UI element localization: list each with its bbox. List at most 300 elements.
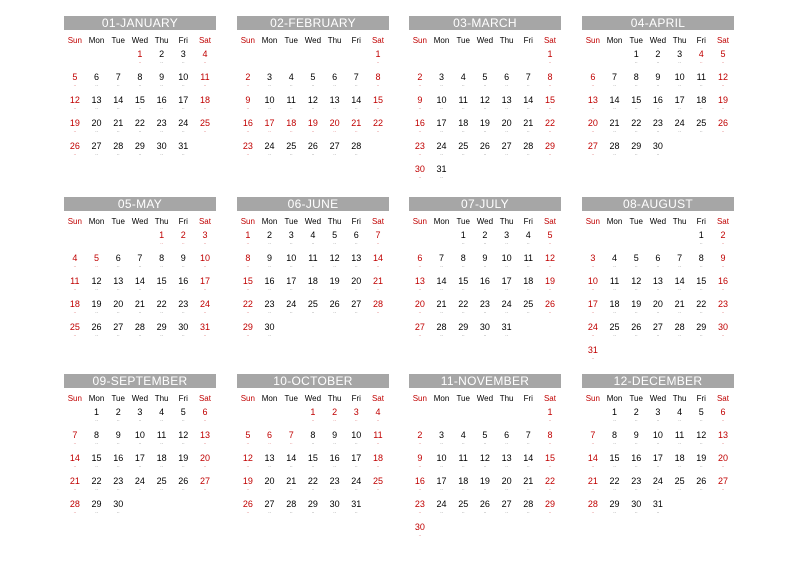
- day-cell[interactable]: [647, 321, 669, 344]
- day-cell[interactable]: [431, 117, 453, 140]
- day-cell[interactable]: [474, 275, 496, 298]
- day-cell[interactable]: [367, 48, 389, 71]
- day-cell[interactable]: [517, 475, 539, 498]
- day-cell[interactable]: [409, 521, 431, 544]
- day-cell[interactable]: [409, 94, 431, 117]
- day-cell[interactable]: [474, 94, 496, 117]
- day-cell[interactable]: [582, 321, 604, 344]
- day-cell[interactable]: [172, 475, 194, 498]
- day-cell[interactable]: [107, 252, 129, 275]
- day-cell[interactable]: [151, 298, 173, 321]
- day-cell[interactable]: [280, 498, 302, 521]
- day-cell[interactable]: [129, 71, 151, 94]
- day-cell[interactable]: [669, 117, 691, 140]
- day-cell[interactable]: [517, 252, 539, 275]
- day-cell[interactable]: [452, 429, 474, 452]
- day-cell[interactable]: [690, 298, 712, 321]
- day-cell[interactable]: [669, 94, 691, 117]
- day-cell[interactable]: [129, 298, 151, 321]
- day-cell[interactable]: [625, 140, 647, 163]
- day-cell[interactable]: [539, 140, 561, 163]
- day-cell[interactable]: [496, 275, 518, 298]
- day-cell[interactable]: [345, 140, 367, 163]
- day-cell[interactable]: [582, 298, 604, 321]
- day-cell[interactable]: [64, 321, 86, 344]
- day-cell[interactable]: [237, 275, 259, 298]
- day-cell[interactable]: [604, 498, 626, 521]
- day-cell[interactable]: [604, 321, 626, 344]
- day-cell[interactable]: [496, 298, 518, 321]
- day-cell[interactable]: [604, 117, 626, 140]
- day-cell[interactable]: [690, 94, 712, 117]
- day-cell[interactable]: [194, 406, 216, 429]
- day-cell[interactable]: [669, 321, 691, 344]
- day-cell[interactable]: [302, 406, 324, 429]
- day-cell[interactable]: [539, 452, 561, 475]
- day-cell[interactable]: [107, 429, 129, 452]
- day-cell[interactable]: [604, 71, 626, 94]
- day-cell[interactable]: [172, 275, 194, 298]
- day-cell[interactable]: [107, 406, 129, 429]
- day-cell[interactable]: [669, 298, 691, 321]
- day-cell[interactable]: [86, 252, 108, 275]
- day-cell[interactable]: [64, 452, 86, 475]
- day-cell[interactable]: [625, 429, 647, 452]
- day-cell[interactable]: [194, 117, 216, 140]
- day-cell[interactable]: [625, 94, 647, 117]
- day-cell[interactable]: [345, 429, 367, 452]
- day-cell[interactable]: [690, 117, 712, 140]
- day-cell[interactable]: [86, 321, 108, 344]
- day-cell[interactable]: [172, 406, 194, 429]
- day-cell[interactable]: [431, 71, 453, 94]
- day-cell[interactable]: [367, 252, 389, 275]
- day-cell[interactable]: [194, 321, 216, 344]
- day-cell[interactable]: [496, 117, 518, 140]
- day-cell[interactable]: [151, 140, 173, 163]
- day-cell[interactable]: [625, 498, 647, 521]
- day-cell[interactable]: [582, 252, 604, 275]
- day-cell[interactable]: [259, 429, 281, 452]
- day-cell[interactable]: [302, 275, 324, 298]
- day-cell[interactable]: [474, 229, 496, 252]
- day-cell[interactable]: [302, 252, 324, 275]
- day-cell[interactable]: [86, 71, 108, 94]
- day-cell[interactable]: [237, 71, 259, 94]
- day-cell[interactable]: [172, 321, 194, 344]
- day-cell[interactable]: [625, 406, 647, 429]
- day-cell[interactable]: [582, 275, 604, 298]
- day-cell[interactable]: [712, 475, 734, 498]
- day-cell[interactable]: [107, 140, 129, 163]
- day-cell[interactable]: [625, 452, 647, 475]
- day-cell[interactable]: [539, 48, 561, 71]
- day-cell[interactable]: [647, 140, 669, 163]
- day-cell[interactable]: [496, 140, 518, 163]
- day-cell[interactable]: [625, 117, 647, 140]
- day-cell[interactable]: [431, 275, 453, 298]
- day-cell[interactable]: [712, 71, 734, 94]
- day-cell[interactable]: [712, 275, 734, 298]
- day-cell[interactable]: [604, 94, 626, 117]
- day-cell[interactable]: [431, 163, 453, 186]
- day-cell[interactable]: [367, 406, 389, 429]
- day-cell[interactable]: [539, 475, 561, 498]
- day-cell[interactable]: [237, 298, 259, 321]
- day-cell[interactable]: [345, 71, 367, 94]
- day-cell[interactable]: [496, 94, 518, 117]
- day-cell[interactable]: [151, 252, 173, 275]
- day-cell[interactable]: [86, 140, 108, 163]
- day-cell[interactable]: [431, 498, 453, 521]
- day-cell[interactable]: [129, 140, 151, 163]
- day-cell[interactable]: [86, 429, 108, 452]
- day-cell[interactable]: [647, 252, 669, 275]
- day-cell[interactable]: [517, 275, 539, 298]
- day-cell[interactable]: [539, 94, 561, 117]
- day-cell[interactable]: [345, 275, 367, 298]
- day-cell[interactable]: [712, 321, 734, 344]
- day-cell[interactable]: [539, 117, 561, 140]
- day-cell[interactable]: [259, 229, 281, 252]
- day-cell[interactable]: [690, 71, 712, 94]
- day-cell[interactable]: [107, 298, 129, 321]
- day-cell[interactable]: [647, 48, 669, 71]
- day-cell[interactable]: [625, 298, 647, 321]
- day-cell[interactable]: [496, 429, 518, 452]
- day-cell[interactable]: [647, 475, 669, 498]
- day-cell[interactable]: [324, 252, 346, 275]
- day-cell[interactable]: [324, 94, 346, 117]
- day-cell[interactable]: [86, 117, 108, 140]
- day-cell[interactable]: [129, 429, 151, 452]
- day-cell[interactable]: [625, 71, 647, 94]
- day-cell[interactable]: [539, 252, 561, 275]
- day-cell[interactable]: [172, 48, 194, 71]
- day-cell[interactable]: [86, 406, 108, 429]
- day-cell[interactable]: [259, 275, 281, 298]
- day-cell[interactable]: [302, 498, 324, 521]
- day-cell[interactable]: [647, 94, 669, 117]
- day-cell[interactable]: [324, 498, 346, 521]
- day-cell[interactable]: [647, 275, 669, 298]
- day-cell[interactable]: [409, 452, 431, 475]
- day-cell[interactable]: [669, 275, 691, 298]
- day-cell[interactable]: [237, 429, 259, 452]
- day-cell[interactable]: [452, 475, 474, 498]
- day-cell[interactable]: [712, 429, 734, 452]
- day-cell[interactable]: [647, 452, 669, 475]
- day-cell[interactable]: [647, 498, 669, 521]
- day-cell[interactable]: [172, 252, 194, 275]
- day-cell[interactable]: [690, 48, 712, 71]
- day-cell[interactable]: [324, 229, 346, 252]
- day-cell[interactable]: [280, 475, 302, 498]
- day-cell[interactable]: [431, 252, 453, 275]
- day-cell[interactable]: [324, 117, 346, 140]
- day-cell[interactable]: [517, 140, 539, 163]
- day-cell[interactable]: [669, 71, 691, 94]
- day-cell[interactable]: [431, 429, 453, 452]
- day-cell[interactable]: [64, 429, 86, 452]
- day-cell[interactable]: [129, 252, 151, 275]
- day-cell[interactable]: [324, 275, 346, 298]
- day-cell[interactable]: [452, 298, 474, 321]
- day-cell[interactable]: [409, 298, 431, 321]
- day-cell[interactable]: [151, 71, 173, 94]
- day-cell[interactable]: [345, 498, 367, 521]
- day-cell[interactable]: [64, 117, 86, 140]
- day-cell[interactable]: [367, 298, 389, 321]
- day-cell[interactable]: [151, 452, 173, 475]
- day-cell[interactable]: [604, 406, 626, 429]
- day-cell[interactable]: [324, 298, 346, 321]
- day-cell[interactable]: [345, 94, 367, 117]
- day-cell[interactable]: [151, 48, 173, 71]
- day-cell[interactable]: [517, 298, 539, 321]
- day-cell[interactable]: [474, 71, 496, 94]
- day-cell[interactable]: [474, 140, 496, 163]
- day-cell[interactable]: [280, 71, 302, 94]
- day-cell[interactable]: [690, 475, 712, 498]
- day-cell[interactable]: [474, 298, 496, 321]
- day-cell[interactable]: [409, 275, 431, 298]
- day-cell[interactable]: [539, 229, 561, 252]
- day-cell[interactable]: [367, 94, 389, 117]
- day-cell[interactable]: [496, 452, 518, 475]
- day-cell[interactable]: [259, 452, 281, 475]
- day-cell[interactable]: [280, 229, 302, 252]
- day-cell[interactable]: [259, 475, 281, 498]
- day-cell[interactable]: [539, 429, 561, 452]
- day-cell[interactable]: [280, 429, 302, 452]
- day-cell[interactable]: [582, 71, 604, 94]
- day-cell[interactable]: [237, 252, 259, 275]
- day-cell[interactable]: [474, 429, 496, 452]
- day-cell[interactable]: [452, 275, 474, 298]
- day-cell[interactable]: [409, 163, 431, 186]
- day-cell[interactable]: [172, 298, 194, 321]
- day-cell[interactable]: [64, 94, 86, 117]
- day-cell[interactable]: [151, 321, 173, 344]
- day-cell[interactable]: [86, 94, 108, 117]
- day-cell[interactable]: [517, 117, 539, 140]
- day-cell[interactable]: [496, 475, 518, 498]
- day-cell[interactable]: [280, 298, 302, 321]
- day-cell[interactable]: [86, 298, 108, 321]
- day-cell[interactable]: [237, 140, 259, 163]
- day-cell[interactable]: [107, 498, 129, 521]
- day-cell[interactable]: [517, 71, 539, 94]
- day-cell[interactable]: [582, 94, 604, 117]
- day-cell[interactable]: [409, 475, 431, 498]
- day-cell[interactable]: [517, 452, 539, 475]
- day-cell[interactable]: [669, 429, 691, 452]
- day-cell[interactable]: [151, 475, 173, 498]
- day-cell[interactable]: [474, 321, 496, 344]
- day-cell[interactable]: [259, 321, 281, 344]
- day-cell[interactable]: [107, 452, 129, 475]
- day-cell[interactable]: [259, 298, 281, 321]
- day-cell[interactable]: [409, 498, 431, 521]
- day-cell[interactable]: [690, 406, 712, 429]
- day-cell[interactable]: [172, 229, 194, 252]
- day-cell[interactable]: [582, 140, 604, 163]
- day-cell[interactable]: [474, 498, 496, 521]
- day-cell[interactable]: [129, 321, 151, 344]
- day-cell[interactable]: [345, 298, 367, 321]
- day-cell[interactable]: [345, 475, 367, 498]
- day-cell[interactable]: [194, 94, 216, 117]
- day-cell[interactable]: [690, 252, 712, 275]
- day-cell[interactable]: [86, 475, 108, 498]
- day-cell[interactable]: [259, 117, 281, 140]
- day-cell[interactable]: [194, 275, 216, 298]
- day-cell[interactable]: [431, 321, 453, 344]
- day-cell[interactable]: [409, 117, 431, 140]
- day-cell[interactable]: [302, 452, 324, 475]
- day-cell[interactable]: [712, 229, 734, 252]
- day-cell[interactable]: [237, 321, 259, 344]
- day-cell[interactable]: [452, 452, 474, 475]
- day-cell[interactable]: [259, 498, 281, 521]
- day-cell[interactable]: [259, 94, 281, 117]
- day-cell[interactable]: [409, 71, 431, 94]
- day-cell[interactable]: [151, 429, 173, 452]
- day-cell[interactable]: [367, 275, 389, 298]
- day-cell[interactable]: [172, 429, 194, 452]
- day-cell[interactable]: [86, 498, 108, 521]
- day-cell[interactable]: [496, 252, 518, 275]
- day-cell[interactable]: [237, 94, 259, 117]
- day-cell[interactable]: [712, 48, 734, 71]
- day-cell[interactable]: [582, 475, 604, 498]
- day-cell[interactable]: [129, 48, 151, 71]
- day-cell[interactable]: [431, 94, 453, 117]
- day-cell[interactable]: [647, 429, 669, 452]
- day-cell[interactable]: [669, 406, 691, 429]
- day-cell[interactable]: [302, 298, 324, 321]
- day-cell[interactable]: [669, 48, 691, 71]
- day-cell[interactable]: [302, 71, 324, 94]
- day-cell[interactable]: [690, 452, 712, 475]
- day-cell[interactable]: [172, 117, 194, 140]
- day-cell[interactable]: [452, 321, 474, 344]
- day-cell[interactable]: [324, 406, 346, 429]
- day-cell[interactable]: [64, 298, 86, 321]
- day-cell[interactable]: [604, 429, 626, 452]
- day-cell[interactable]: [409, 321, 431, 344]
- day-cell[interactable]: [280, 140, 302, 163]
- day-cell[interactable]: [280, 252, 302, 275]
- day-cell[interactable]: [625, 275, 647, 298]
- day-cell[interactable]: [107, 321, 129, 344]
- day-cell[interactable]: [259, 71, 281, 94]
- day-cell[interactable]: [194, 298, 216, 321]
- day-cell[interactable]: [452, 94, 474, 117]
- day-cell[interactable]: [452, 498, 474, 521]
- day-cell[interactable]: [604, 298, 626, 321]
- day-cell[interactable]: [107, 117, 129, 140]
- day-cell[interactable]: [647, 406, 669, 429]
- day-cell[interactable]: [539, 406, 561, 429]
- day-cell[interactable]: [452, 117, 474, 140]
- day-cell[interactable]: [625, 475, 647, 498]
- day-cell[interactable]: [237, 117, 259, 140]
- day-cell[interactable]: [345, 117, 367, 140]
- day-cell[interactable]: [604, 275, 626, 298]
- day-cell[interactable]: [367, 429, 389, 452]
- day-cell[interactable]: [474, 452, 496, 475]
- day-cell[interactable]: [367, 71, 389, 94]
- day-cell[interactable]: [64, 498, 86, 521]
- day-cell[interactable]: [690, 429, 712, 452]
- day-cell[interactable]: [151, 94, 173, 117]
- day-cell[interactable]: [712, 406, 734, 429]
- day-cell[interactable]: [172, 452, 194, 475]
- day-cell[interactable]: [302, 429, 324, 452]
- day-cell[interactable]: [324, 71, 346, 94]
- day-cell[interactable]: [712, 452, 734, 475]
- day-cell[interactable]: [690, 229, 712, 252]
- day-cell[interactable]: [107, 94, 129, 117]
- day-cell[interactable]: [625, 48, 647, 71]
- day-cell[interactable]: [690, 321, 712, 344]
- day-cell[interactable]: [625, 252, 647, 275]
- day-cell[interactable]: [496, 71, 518, 94]
- day-cell[interactable]: [452, 229, 474, 252]
- day-cell[interactable]: [474, 252, 496, 275]
- day-cell[interactable]: [129, 94, 151, 117]
- day-cell[interactable]: [367, 229, 389, 252]
- day-cell[interactable]: [324, 429, 346, 452]
- day-cell[interactable]: [431, 475, 453, 498]
- day-cell[interactable]: [237, 452, 259, 475]
- day-cell[interactable]: [237, 229, 259, 252]
- day-cell[interactable]: [431, 452, 453, 475]
- day-cell[interactable]: [194, 252, 216, 275]
- day-cell[interactable]: [86, 275, 108, 298]
- day-cell[interactable]: [64, 275, 86, 298]
- day-cell[interactable]: [539, 298, 561, 321]
- day-cell[interactable]: [367, 475, 389, 498]
- day-cell[interactable]: [172, 94, 194, 117]
- day-cell[interactable]: [172, 71, 194, 94]
- day-cell[interactable]: [151, 117, 173, 140]
- day-cell[interactable]: [539, 71, 561, 94]
- day-cell[interactable]: [129, 406, 151, 429]
- day-cell[interactable]: [712, 94, 734, 117]
- day-cell[interactable]: [324, 452, 346, 475]
- day-cell[interactable]: [280, 452, 302, 475]
- day-cell[interactable]: [129, 475, 151, 498]
- day-cell[interactable]: [345, 406, 367, 429]
- day-cell[interactable]: [302, 117, 324, 140]
- day-cell[interactable]: [474, 117, 496, 140]
- day-cell[interactable]: [194, 229, 216, 252]
- day-cell[interactable]: [302, 229, 324, 252]
- day-cell[interactable]: [194, 452, 216, 475]
- day-cell[interactable]: [194, 429, 216, 452]
- day-cell[interactable]: [151, 406, 173, 429]
- day-cell[interactable]: [129, 117, 151, 140]
- day-cell[interactable]: [496, 498, 518, 521]
- day-cell[interactable]: [302, 475, 324, 498]
- day-cell[interactable]: [324, 475, 346, 498]
- day-cell[interactable]: [409, 140, 431, 163]
- day-cell[interactable]: [237, 498, 259, 521]
- day-cell[interactable]: [194, 475, 216, 498]
